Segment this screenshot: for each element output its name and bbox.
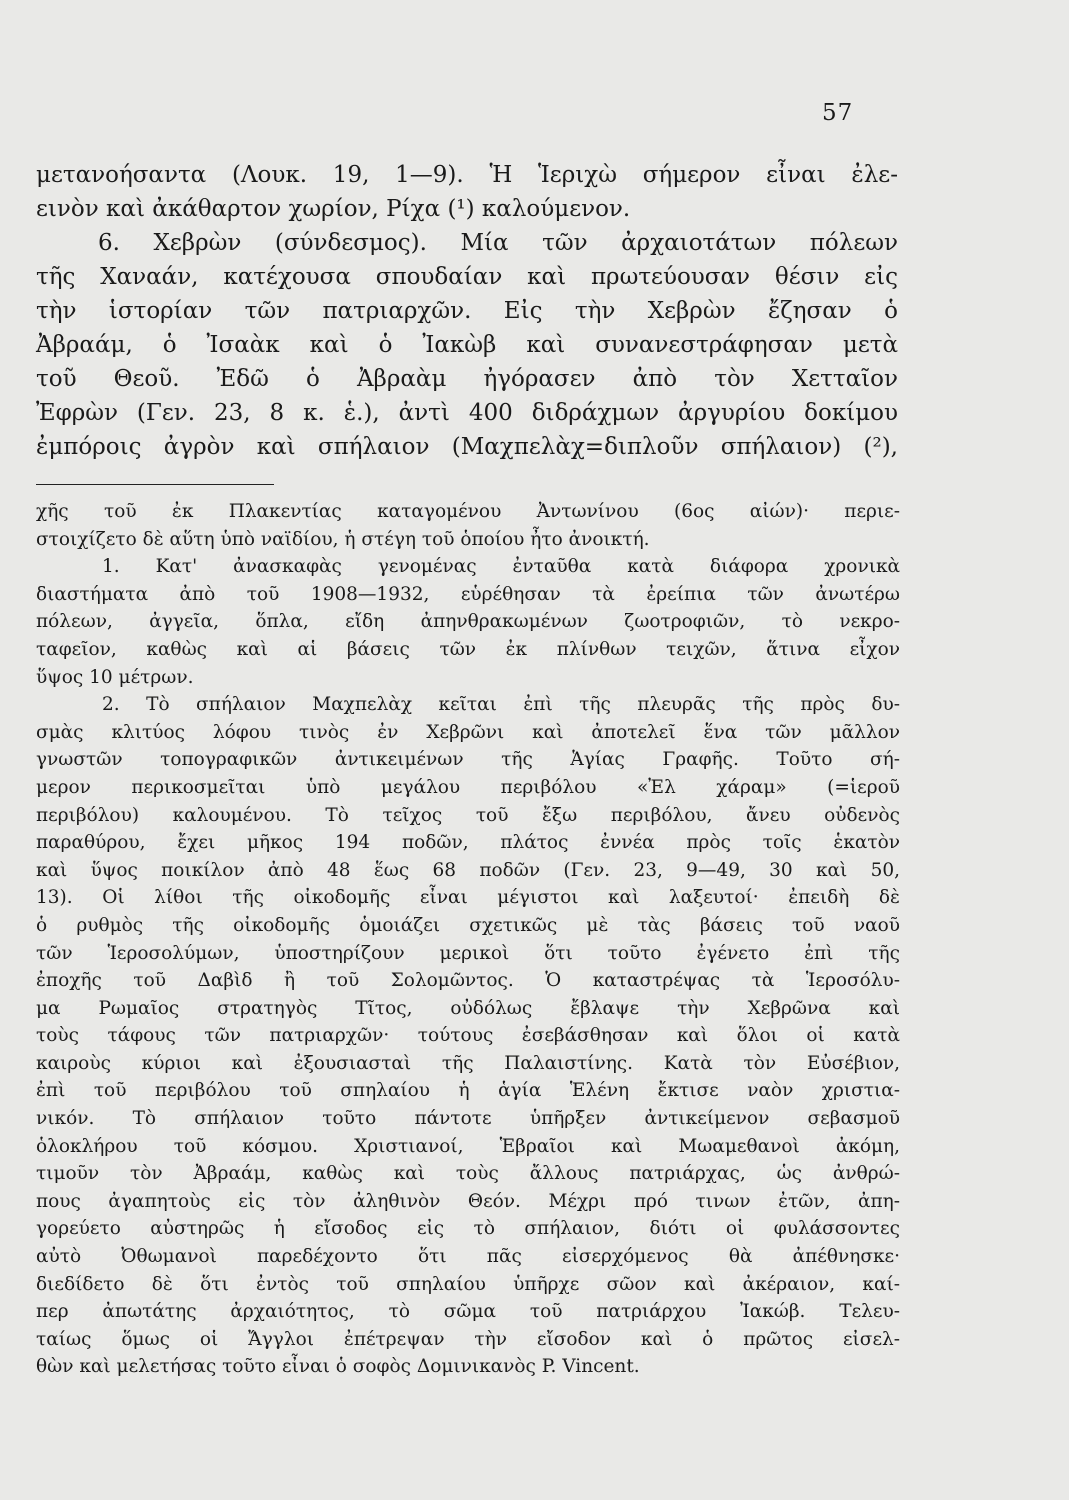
footnote-line: χῆς τοῦ ἐκ Πλακεντίας καταγομένου Ἀντωνίνου (6ος αἰών)· περιε- [36, 501, 900, 522]
main-line: Ἀβραάμ, ὁ Ἰσαὰκ καὶ ὁ Ἰακὼβ καὶ συνανεστράφησαν μετὰ [36, 332, 898, 358]
footnote-line: ὁ ρυθμὸς τῆς οἰκοδομῆς ὁμοιάζει σχετικῶς μὲ τὰς βάσεις τοῦ ναοῦ [36, 914, 900, 936]
footnote-line: 13). Οἱ λίθοι τῆς οἰκοδομῆς εἶναι μέγιστοι καὶ λαξευτοί· ἐπειδὴ δὲ [36, 887, 900, 909]
footnote-line: 1. Κατ' ἀνασκαφὰς γενομένας ἐνταῦθα κατὰ διάφορα χρονικὰ [102, 556, 900, 578]
footnote-line: αὐτὸ Ὀθωμανοὶ παρεδέχοντο ὅτι πᾶς εἰσερχόμενος θὰ ἀπέθνησκε· [36, 1246, 900, 1268]
footnote-line: ἐπὶ τοῦ περιβόλου τοῦ σπηλαίου ἡ ἁγία Ἑλένη ἔκτισε ναὸν χριστια- [36, 1080, 900, 1102]
main-line: τὴν ἱστορίαν τῶν πατριαρχῶν. Εἰς τὴν Χεβρὼν ἔζησαν ὁ [36, 298, 898, 324]
footnotes [36, 498, 900, 1381]
main-line: ἐμπόροις ἀγρὸν καὶ σπήλαιον (Μαχπελὰχ=διπλοῦν σπήλαιον) (²), [36, 434, 898, 460]
footnote-line: καιροὺς κύριοι καὶ ἐξουσιασταὶ τῆς Παλαιστίνης. Κατὰ τὸν Εὐσέβιον, [36, 1052, 900, 1074]
footnote-line: ἐποχῆς τοῦ Δαβὶδ ἢ τοῦ Σολομῶντος. Ὁ καταστρέψας τὰ Ἱεροσόλυ- [36, 970, 900, 992]
main-line: τοῦ Θεοῦ. Ἐδῶ ὁ Ἀβραὰμ ἠγόρασεν ἀπὸ τὸν Χετταῖον [36, 366, 898, 392]
footnote-line: διεδίδετο δὲ ὅτι ἐντὸς τοῦ σπηλαίου ὑπῆρχε σῶον καὶ ἀκέραιον, καί- [36, 1273, 900, 1295]
footnote-line: πους ἀγαπητοὺς εἰς τὸν ἀληθινὸν Θεόν. Μέχρι πρό τινων ἐτῶν, ἀπη- [36, 1190, 900, 1212]
footnote-line: ὕψος 10 μέτρων. [36, 666, 194, 688]
footnote-line: μερον περικοσμεῖται ὑπὸ μεγάλου περιβόλου «Ἐλ χάραμ» (=ἱεροῦ [36, 776, 900, 798]
footnote-line: θὼν καὶ μελετήσας τοῦτο εἶναι ὁ σοφὸς Δομινικανὸς P. Vincent. [36, 1356, 640, 1378]
footnote-line: παραθύρου, ἔχει μῆκος 194 ποδῶν, πλάτος ἐννέα πρὸς τοῖς ἑκατὸν [36, 832, 900, 854]
footnote-divider [36, 484, 274, 485]
main-text [36, 158, 898, 464]
footnote-line: καὶ ὕψος ποικίλον ἀπὸ 48 ἕως 68 ποδῶν (Γεν. 23, 9—49, 30 καὶ 50, [36, 859, 900, 881]
footnote-line: μα Ρωμαῖος στρατηγὸς Τῖτος, οὐδόλως ἔβλαψε τὴν Χεβρῶνα καὶ [36, 997, 900, 1019]
footnote-line: πόλεων, ἀγγεῖα, ὅπλα, εἴδη ἀπηνθρακωμένων ζωοτροφιῶν, τὸ νεκρο- [36, 611, 900, 633]
footnote-line: τιμοῦν τὸν Ἀβραάμ, καθὼς καὶ τοὺς ἄλλους πατριάρχας, ὡς ἀνθρώ- [36, 1163, 900, 1185]
footnote-line: 2. Τὸ σπήλαιον Μαχπελὰχ κεῖται ἐπὶ τῆς πλευρᾶς τῆς πρὸς δυ- [102, 694, 900, 716]
footnote-line: νικόν. Τὸ σπήλαιον τοῦτο πάντοτε ὑπῆρξεν ἀντικείμενον σεβασμοῦ [36, 1108, 900, 1130]
footnote-line: περ ἀπωτάτης ἀρχαιότητος, τὸ σῶμα τοῦ πατριάρχου Ἰακώβ. Τελευ- [36, 1301, 900, 1323]
footnote-line: ταφεῖον, καθὼς καὶ αἱ βάσεις τῶν ἐκ πλίνθων τειχῶν, ἅτινα εἶχον [36, 638, 900, 660]
main-line: τῆς Χαναάν, κατέχουσα σπουδαίαν καὶ πρωτεύουσαν θέσιν εἰς [36, 264, 898, 290]
footnote-line: σμὰς κλιτύος λόφου τινὸς ἐν Χεβρῶνι καὶ ἀποτελεῖ ἕνα τῶν μᾶλλον [36, 721, 900, 743]
footnote-line: τοὺς τάφους τῶν πατριαρχῶν· τούτους ἐσεβάσθησαν καὶ ὅλοι οἱ κατὰ [36, 1025, 900, 1047]
footnote-line: τῶν Ἱεροσολύμων, ὑποστηρίζουν μερικοὶ ὅτι τοῦτο ἐγένετο ἐπὶ τῆς [36, 942, 900, 964]
footnote-line: στοιχίζετο δὲ αὕτη ὑπὸ ναϊδίου, ἡ στέγη τοῦ ὁποίου ἦτο ἀνοικτή. [36, 528, 650, 550]
footnote-line: ταίως ὅμως οἱ Ἄγγλοι ἐπέτρεψαν τὴν εἴσοδον καὶ ὁ πρῶτος εἰσελ- [36, 1328, 900, 1350]
main-line: 6. Χεβρὼν (σύνδεσμος). Μία τῶν ἀρχαιοτάτων πόλεων [98, 230, 898, 256]
footnote-line: γνωστῶν τοπογραφικῶν ἀντικειμένων τῆς Ἁγίας Γραφῆς. Τοῦτο σή- [36, 749, 900, 771]
main-line: Ἐφρὼν (Γεν. 23, 8 κ. ἑ.), ἀντὶ 400 διδράχμων ἀργυρίου δοκίμου [36, 400, 898, 426]
footnote-line: ὁλοκλήρου τοῦ κόσμου. Χριστιανοί, Ἑβραῖοι καὶ Μωαμεθανοὶ ἀκόμη, [36, 1135, 900, 1157]
main-line: εινὸν καὶ ἀκάθαρτον χωρίον, Ρίχα (¹) καλούμενον. [36, 196, 631, 222]
footnote-line: διαστήματα ἀπὸ τοῦ 1908—1932, εὑρέθησαν τὰ ἐρείπια τῶν ἀνωτέρω [36, 583, 900, 605]
main-line: μετανοήσαντα (Λουκ. 19, 1—9). Ἡ Ἱεριχὼ σήμερον εἶναι ἐλε- [36, 162, 898, 188]
page-number: 57 [822, 100, 854, 126]
footnote-line: περιβόλου) καλουμένου. Τὸ τεῖχος τοῦ ἔξω περιβόλου, ἄνευ οὐδενὸς [36, 804, 900, 826]
footnote-line: γορεύετο αὐστηρῶς ἡ εἴσοδος εἰς τὸ σπήλαιον, διότι οἱ φυλάσσοντες [36, 1218, 900, 1240]
